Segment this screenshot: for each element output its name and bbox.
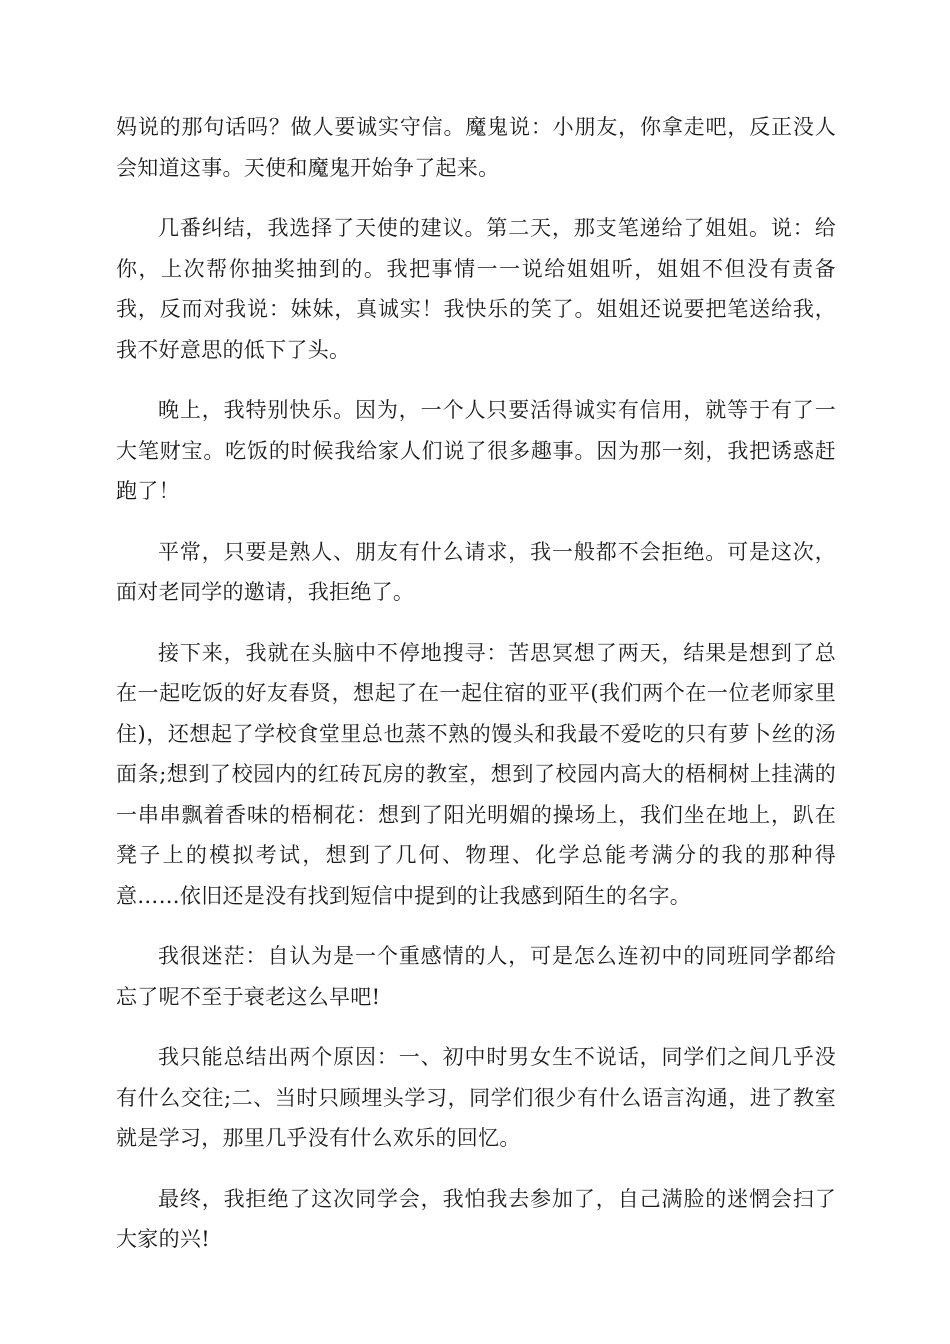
paragraph-3: 晚上，我特别快乐。因为，一个人只要活得诚实有信用，就等于有了一大笔财宝。吃饭的时候我给家人们说了很多趣事。因为那一刻，我把诱惑赶跑了！ [116,398,836,503]
paragraph-2: 几番纠结，我选择了天使的建议。第二天，那支笔递给了姐姐。说：给你，上次帮你抽奖抽到的。我把事情一一说给姐姐听，姐姐不但没有责备我，反而对我说：妹妹，真诚实！我快乐的笑了。姐姐还说要把笔送给我，我不好意思的低下了头。 [116,216,836,362]
paragraph-8: 最终，我拒绝了这次同学会，我怕我去参加了，自己满脸的迷惘会扫了大家的兴! [116,1186,836,1251]
paragraph-7: 我只能总结出两个原因：一、初中时男女生不说话，同学们之间几乎没有什么交往;二、当时只顾埋头学习，同学们很少有什么语言沟通，进了教室就是学习，那里几乎没有什么欢乐的回忆。 [116,1045,836,1150]
paragraph-1: 妈说的那句话吗？做人要诚实守信。魔鬼说：小朋友，你拿走吧，反正没人会知道这事。天使和魔鬼开始争了起来。 [116,115,836,180]
paragraph-4: 平常，只要是熟人、朋友有什么请求，我一般都不会拒绝。可是这次，面对老同学的邀请，我拒绝了。 [116,539,836,604]
document-body [116,107,836,1280]
paragraph-5: 接下来，我就在头脑中不停地搜寻：苦思冥想了两天，结果是想到了总在一起吃饭的好友春贤，想起了在一起住宿的亚平(我们两个在一位老师家里住)，还想起了学校食堂里总也蒸不熟的馒头和我最不爱吃的只有萝卜丝的汤面条;想到了校园内的红砖瓦房的教室，想到了校园内高大的梧桐树上挂满的一串串飘着香味的梧桐花：想到了阳光明媚的操场上，我们坐在地上，趴在凳子上的模拟考试，想到了几何、物理、化学总能考满分的我的那种得意……依旧还是没有找到短信中提到的让我感到陌生的名字。 [116,640,836,908]
paragraph-6: 我很迷茫：自认为是一个重感情的人，可是怎么连初中的同班同学都给忘了呢不至于衰老这么早吧! [116,944,836,1009]
